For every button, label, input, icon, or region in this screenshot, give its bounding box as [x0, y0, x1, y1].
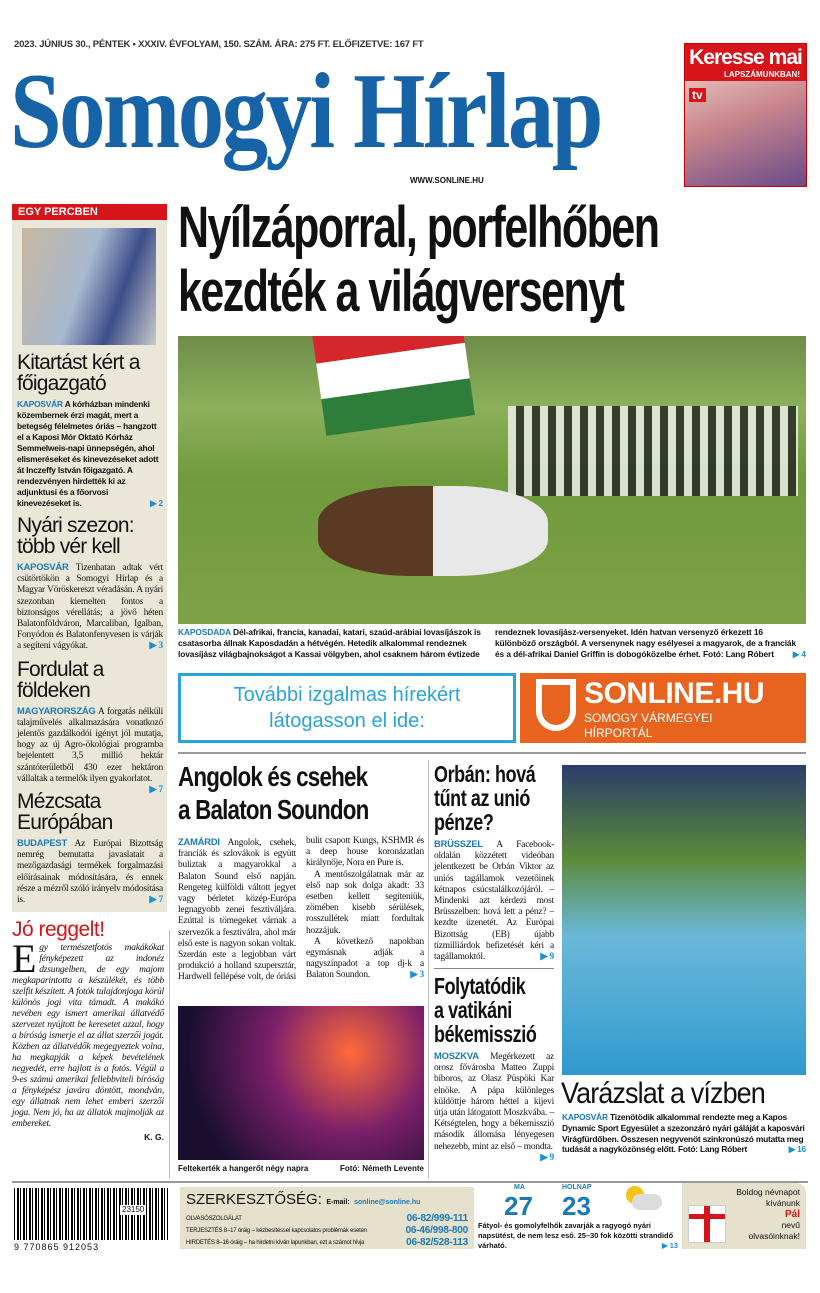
text: Megérkezett az orosz fővárosba Matteo Zuppi bíboros, az Olasz Püspöki Kar elnöke. A pápa különleges küldöttje három héttel a kijevi útja után látogatott Moszkvába. – Kétségtelen, hogy a békemisszió második állomása lényegesen nehezebb, mint az első – mondta.: [434, 1052, 554, 1152]
email-label: E-mail:: [326, 1199, 350, 1206]
tomorrow-temp: 23: [562, 1191, 591, 1221]
text: Az Európai Bizottság nemrég bemutatta javaslatait a mezőgazdasági termékek forgalmazási előírásainak módosítására, és ennek része a mézről szóló irányelv módosítása is.: [17, 839, 163, 906]
today-temp: 27: [504, 1191, 533, 1221]
gift-icon: [688, 1205, 726, 1243]
text: A kórházban mindenki közembernek érzi magát, mert a betegség félelmetes óriás – hangzott el a Kaposi Mór Oktató Kórház Semmelweis-napi ünnepségén, ahol elismeréseket és kinevezéseket adott át Inczeffy István főigazgató. A rendezvényen hirdették ki az adjunktusi és a főorvosi kinevezéseket is.: [17, 399, 159, 508]
headline-line: tűnt az unió: [434, 785, 530, 811]
sidebar-label: EGY PERCBEN: [12, 204, 167, 220]
brand: SONLINE.HU: [584, 677, 765, 710]
row-label: OLVASÓSZOLGÁLAT: [186, 1216, 242, 1222]
sidebar-item[interactable]: [12, 352, 167, 509]
shield-icon: [536, 679, 576, 731]
page-ref[interactable]: ▶ 9: [540, 1152, 554, 1163]
phone[interactable]: 06-82/528-113: [406, 1237, 468, 1248]
promo-text: látogasson el ide:: [269, 710, 425, 732]
page-ref[interactable]: ▶ 3: [149, 641, 163, 652]
lead-headline[interactable]: [178, 196, 659, 324]
page-ref[interactable]: ▶ 9: [540, 952, 554, 963]
promo-banner[interactable]: [178, 673, 516, 743]
nameday-text: nevű: [781, 1220, 800, 1230]
hungarian-flag: [311, 336, 475, 436]
article-body: [178, 836, 424, 984]
dateline: 2023. JÚNIUS 30., PÉNTEK • XXXIV. ÉVFOLYAM, 150. SZÁM. ÁRA: 275 FT. ELŐFIZETVE: 167 FT: [14, 39, 424, 50]
divider: [434, 968, 554, 969]
magazine-ad[interactable]: [684, 43, 807, 187]
place: ZAMÁRDI: [178, 836, 220, 847]
lead-photo: [178, 336, 806, 624]
left-column: [12, 204, 167, 1142]
headline: Kitartást kért a főigazgató: [17, 351, 140, 395]
weather-text: Fátyol- és gomolyfelhők zavarják a ragyogó nyári napsütést, de nem lesz eső. 25–30 fok közötti strandidő várható.: [478, 1221, 674, 1250]
photo-credit: Fotó: Lang Róbert: [703, 649, 774, 659]
masthead-logo[interactable]: Somogyi Hírlap: [10, 52, 601, 171]
place: MOSZKVA: [434, 1050, 479, 1061]
place: BUDAPEST: [17, 837, 67, 849]
text: A következő napokban egymásnak adják a nagyszínpadot a top dj-k a Balaton Soundon.: [306, 936, 424, 981]
barcode-issue: 23150: [122, 1205, 145, 1214]
drop-cap: E: [12, 936, 37, 982]
concert-photo: [178, 1006, 424, 1160]
row-label: HIRDETÉS 8–16 óráig – ha hirdetni kíván lapunkban, ezt a számot hívja: [186, 1240, 365, 1246]
editorial-title: SZERKESZTŐSÉG:: [186, 1191, 322, 1208]
sidebar-item[interactable]: [12, 515, 167, 653]
phone[interactable]: 06-46/998-800: [405, 1225, 468, 1236]
place: KAPOSVÁR: [562, 1112, 608, 1122]
photo-credit: Fotó: Lang Róbert: [677, 1144, 748, 1155]
headline-line: Orbán: hová: [434, 761, 536, 787]
text: A mentőszolgálatnak már az első nap sok dolga akadt: 33 esetben kellett segíteniük, zömében kisebb sérülések, rosszullétek miatt fordultak hozzájuk.: [306, 869, 424, 936]
caption-text: Feltekerték a hangerőt négy napra: [178, 1164, 309, 1173]
article-headline[interactable]: [434, 762, 535, 834]
tomorrow-label: HOLNAP: [562, 1184, 592, 1191]
website-link[interactable]: WWW.SONLINE.HU: [410, 176, 484, 185]
column-jo-reggelt: [12, 918, 164, 1142]
divider: [178, 752, 806, 754]
divider: [169, 930, 170, 1178]
page-ref[interactable]: ▶ 4: [792, 649, 806, 659]
row-label: TERJESZTÉS 8–17 óráig – kézbesítéssel kapcsolatos problémák esetén: [186, 1228, 367, 1234]
text: Angolok, csehek, franciák és szlovákok is együtt buliztak a magyarokkal a Balaton Sound első napján. Rengeteg külföldi váltott jegyet vagy bérletet közép-Európa legnagyobb zenei fesztiváljára. Ezúttal is tömegeket várnak a szervezők a fesztiválra, ahol már első este is nagyon sokan voltak. Szerdán este a legjobban várt produkció a holland szupersztár, Hardwell fellépése volt, de óriási bulit csapott Kungs, KSHMR és a deep house koronázatlan királynője, Nora en Pure is.: [178, 836, 424, 983]
text: A forgatás nélküli talajművelés alkalmazására vonatkozó jelentős gazdálkodói igényt jól mutatja, hogy az új Agro-ökológiai programba bejelentett 3,5 millió hektár szántóterületből 430 ezer hektáron vállaltak a termelők ilyen gyakorlatot.: [17, 706, 163, 784]
sidebar-item[interactable]: [12, 657, 167, 796]
text: Tizenhatan adtak vért csütörtökön a Somogyi Hírlap és a Magyar Vöröskereszt véradásán. A nyári szezonban kiemelten fontos a biztonságos vérellátás; a jövő héten Balatonföldváron, Marcaliban, Igalban, Fonyódon és Balatonfenyvesen is várják a segíteni vágyókat.: [17, 563, 163, 652]
place: KAPOSVÁR: [17, 561, 69, 572]
headline-line: Nyílzáporral, porfelhőben: [178, 195, 659, 260]
text: Tizenötödik alkalommal rendezte meg a Kapos Dynamic Sport Egyesület a szezonzáró nyári gáláját a kaposvári Virágfürdőben. Összesen negyvenöt szinkronúszó mutatta meg tudását a nagyközönség előtt.: [562, 1112, 805, 1155]
headline-line: a vatikáni: [434, 997, 512, 1023]
brand-sub: HÍRPORTÁL: [584, 726, 653, 740]
place: KAPOSDADA: [178, 627, 231, 637]
column-title: Jó reggelt!: [12, 918, 105, 942]
nameday-text: Boldog névnapot: [736, 1187, 800, 1197]
page-ref[interactable]: ▶ 16: [788, 1144, 806, 1155]
text: A Facebook-oldalán közzétett videóban jelentkezett be Orbán Viktor az uniós tagállamok vezetőinek kétnapos csúcstalálkozójáról. – Mindenki azt kérdezi most Brüsszelben: hová lett a pénz? – kezdte üzenetét. Az Európai Bizottság (EB) újabb tízmilliárdok befizetését kéri a tagállamoktól.: [434, 840, 554, 963]
article-body: [434, 838, 554, 963]
article-body: [434, 1050, 554, 1164]
photo-caption: [178, 1164, 424, 1174]
article-headline[interactable]: Varázslat a vízben: [561, 1077, 765, 1110]
page-ref[interactable]: ▶ 7: [149, 895, 163, 906]
weather-box: [478, 1184, 680, 1254]
partly-cloudy-icon: [626, 1186, 662, 1212]
headline-line: Folytatódik: [434, 973, 526, 999]
headline: Mézcsata Európában: [17, 790, 113, 835]
column-text: gy természetfotós makákókat fényképezett az indonéz dzsungelben, de egy majom megkaparintotta a készülékét, és több szelfit készített. A fotók tulajdonjoga körül különös jogi vita támadt. A makákó nevében egy ismert amerikai állatvédő szervezet nyújtott be keresetet azzal, hogy a bíróság ismerje el az állat szerzői jogát. Közben az állatvédők megegyeztek volna, ha megkapják a képek bevételének negyedét, erre hajlott is a fotós. Végül a 9-es számú amerikai fellebbviteli bíróság a fényképész javára döntött, mondván, egy állatnak nem lehet emberi szerzői joga. Nem jó, ha az állatok majmolják az embereket.: [12, 943, 164, 1130]
sidebar-item[interactable]: [12, 791, 167, 906]
photo-credit: Fotó: Németh Levente: [339, 1164, 424, 1173]
column-author: K. G.: [144, 1132, 164, 1143]
divider: [428, 760, 429, 1178]
sidebar: [12, 204, 167, 912]
ad-subtitle: LAPSZÁMUNKBAN!: [685, 70, 806, 81]
synchronized-swimming-photo: [562, 765, 806, 1075]
nameday-box: [682, 1183, 806, 1249]
text: Dél-afrikai, francia, kanadai, katari, szaúd-arábiai lovasíjászok is csatasorba állnak Kaposdadán a hétvégén. Hetedik alkalommal rendeznek lovasíjász világbajnokságot a Kassai völgyben, ahol csaknem három évtizede rendeznek lovasíjász-versenyeket. Idén hatvan versenyző érkezett 16 különböző országból. A versenynek nagy esélyesei a magyarok, de a franciák és a dél-afrikai Daniel Griffin is dobogóközelbe érhet.: [178, 627, 797, 659]
barcode-number: 9 770865 912053: [14, 1242, 100, 1252]
headline-line: a Balaton Soundon: [178, 794, 369, 825]
nameday-text: olvasóinknak!: [748, 1231, 800, 1241]
page-ref[interactable]: ▶ 7: [149, 785, 163, 796]
headline-line: békemisszió: [434, 1021, 537, 1047]
editorial-box: [180, 1187, 474, 1249]
horses: [318, 486, 548, 576]
headline: Fordulat a földeken: [17, 657, 104, 702]
riders-lineup: [508, 406, 798, 496]
page-ref[interactable]: ▶ 2: [150, 498, 163, 508]
nameday-text: kívánunk: [765, 1198, 800, 1208]
place: MAGYARORSZÁG: [17, 704, 96, 716]
lead-caption: [178, 627, 806, 660]
phone[interactable]: 06-82/999-111: [406, 1213, 468, 1224]
page-ref[interactable]: ▶ 13: [662, 1241, 678, 1250]
nameday-name: Pál: [784, 1209, 800, 1220]
headline-line: kezdték a világversenyt: [178, 259, 624, 324]
brand-sub: SOMOGY VÁRMEGYEI: [584, 711, 713, 725]
sidebar-photo: [22, 228, 156, 345]
ad-title: Keresse mai: [685, 44, 806, 70]
headline-line: pénze?: [434, 809, 494, 835]
email-link[interactable]: sonline@sonline.hu: [354, 1199, 421, 1206]
place: KAPOSVÁR: [17, 399, 63, 409]
page-ref[interactable]: ▶ 3: [410, 970, 424, 981]
article-headline[interactable]: [178, 760, 368, 826]
today-label: MA: [514, 1184, 525, 1191]
article-body: [562, 1112, 806, 1155]
place: BRÜSSZEL: [434, 838, 483, 849]
headline-line: Angolok és csehek: [178, 761, 368, 792]
headline: Nyári szezon: több vér kell: [17, 514, 134, 558]
promo-text: További izgalmas hírekért: [233, 684, 461, 706]
magazine-logo: tv: [689, 88, 706, 102]
article-headline[interactable]: [434, 974, 536, 1046]
sonline-banner[interactable]: [520, 673, 806, 743]
